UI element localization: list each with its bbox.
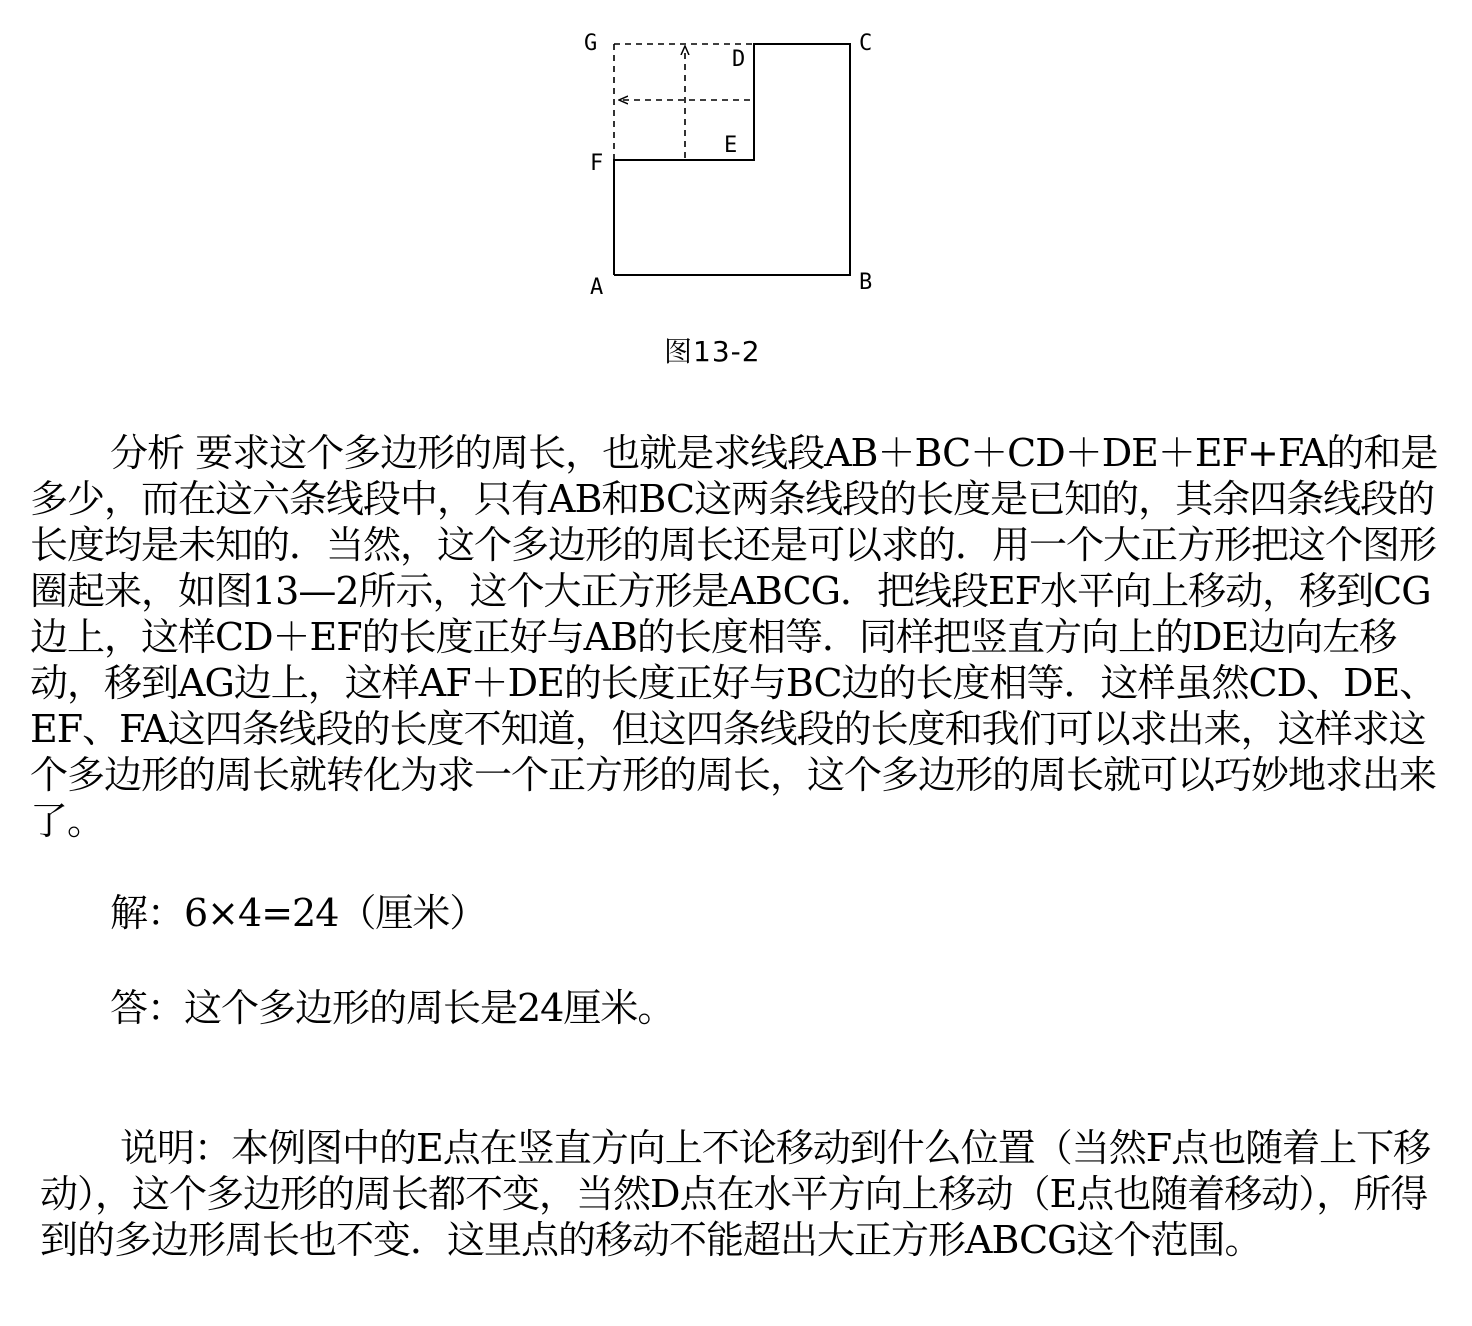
label-g: G (584, 31, 598, 56)
label-a: A (590, 275, 604, 300)
analysis-paragraph: 分析 要求这个多边形的周长，也就是求线段AB＋BC＋CD＋DE＋EF+FA的和是多少，而在这六条线段中，只有AB和BC这两条线段的长度是已知的，其余四条线段的长度均是未知的．当然，这个多边形的周长还是可以求的．用一个大正方形把这个图形圈起来，如图13—2所示，这个大正方形是ABCG．把线段EF水平向上移动，移到CG边上，这样CD＋EF的长度正好与AB的长度相等．同样把竖直方向上的DE边向左移动，移到AG边上，这样AF＋DE的长度正好与BC边的长度相等．这样虽然CD、DE、EF、FA这四条线段的长度不知道，但这四条线段的长度和我们可以求出来，这样求这个多边形的周长就转化为求一个正方形的周长，这个多边形的周长就可以巧妙地求出来了。 (30, 431, 1438, 843)
figure-caption: 图13-2 (664, 335, 761, 368)
label-e: E (724, 133, 738, 158)
note-paragraph: 说明：本例图中的E点在竖直方向上不论移动到什么位置（当然F点也随着上下移动），这个多边形的周长都不变，当然D点在水平方向上移动（E点也随着移动），所得到的多边形周长也不变．这里点的移动不能超出大正方形ABCG这个范围。 (40, 1126, 1431, 1262)
label-f: F (590, 151, 604, 176)
label-d: D (732, 47, 746, 72)
solution-line: 解：6×4=24（厘米） (110, 891, 487, 935)
polygon-figure (560, 20, 900, 320)
answer-line: 答：这个多边形的周长是24厘米。 (110, 986, 675, 1030)
polygon-outline (614, 44, 850, 275)
label-c: C (859, 31, 873, 56)
label-b: B (859, 270, 873, 295)
